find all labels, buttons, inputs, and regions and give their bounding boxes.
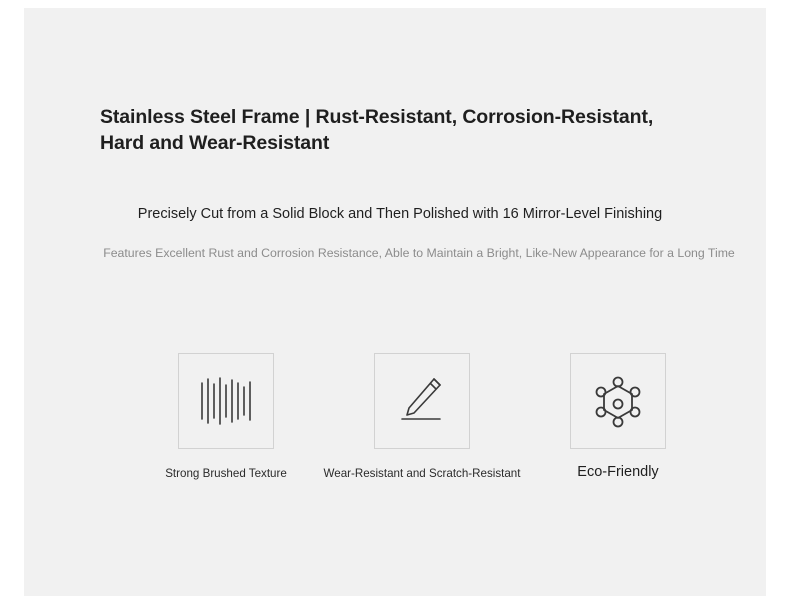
subheading: Precisely Cut from a Solid Block and Then Polished with 16 Mirror-Level Finishing: [137, 206, 663, 222]
feature-item: [146, 353, 306, 480]
tagline-text: Features Excellent Rust and Corrosion Resistance, Able to Maintain a Bright, Like-New Appearance for a Long Time: [103, 246, 735, 260]
feature-label: Eco-Friendly: [577, 464, 659, 480]
feature-list: [146, 353, 706, 503]
brushed-texture-icon: [178, 353, 274, 449]
eco-molecule-icon: [570, 353, 666, 449]
page-title: Stainless Steel Frame | Rust-Resistant, Corrosion-Resistant, Hard and Wear-Resistant: [100, 106, 654, 155]
feature-label: Wear-Resistant and Scratch-Resistant: [323, 467, 521, 480]
feature-label: Strong Brushed Texture: [165, 467, 287, 480]
feature-item: [323, 353, 521, 480]
feature-item: [538, 353, 698, 480]
knife-blade-icon: [374, 353, 470, 449]
content-panel: [24, 8, 766, 596]
